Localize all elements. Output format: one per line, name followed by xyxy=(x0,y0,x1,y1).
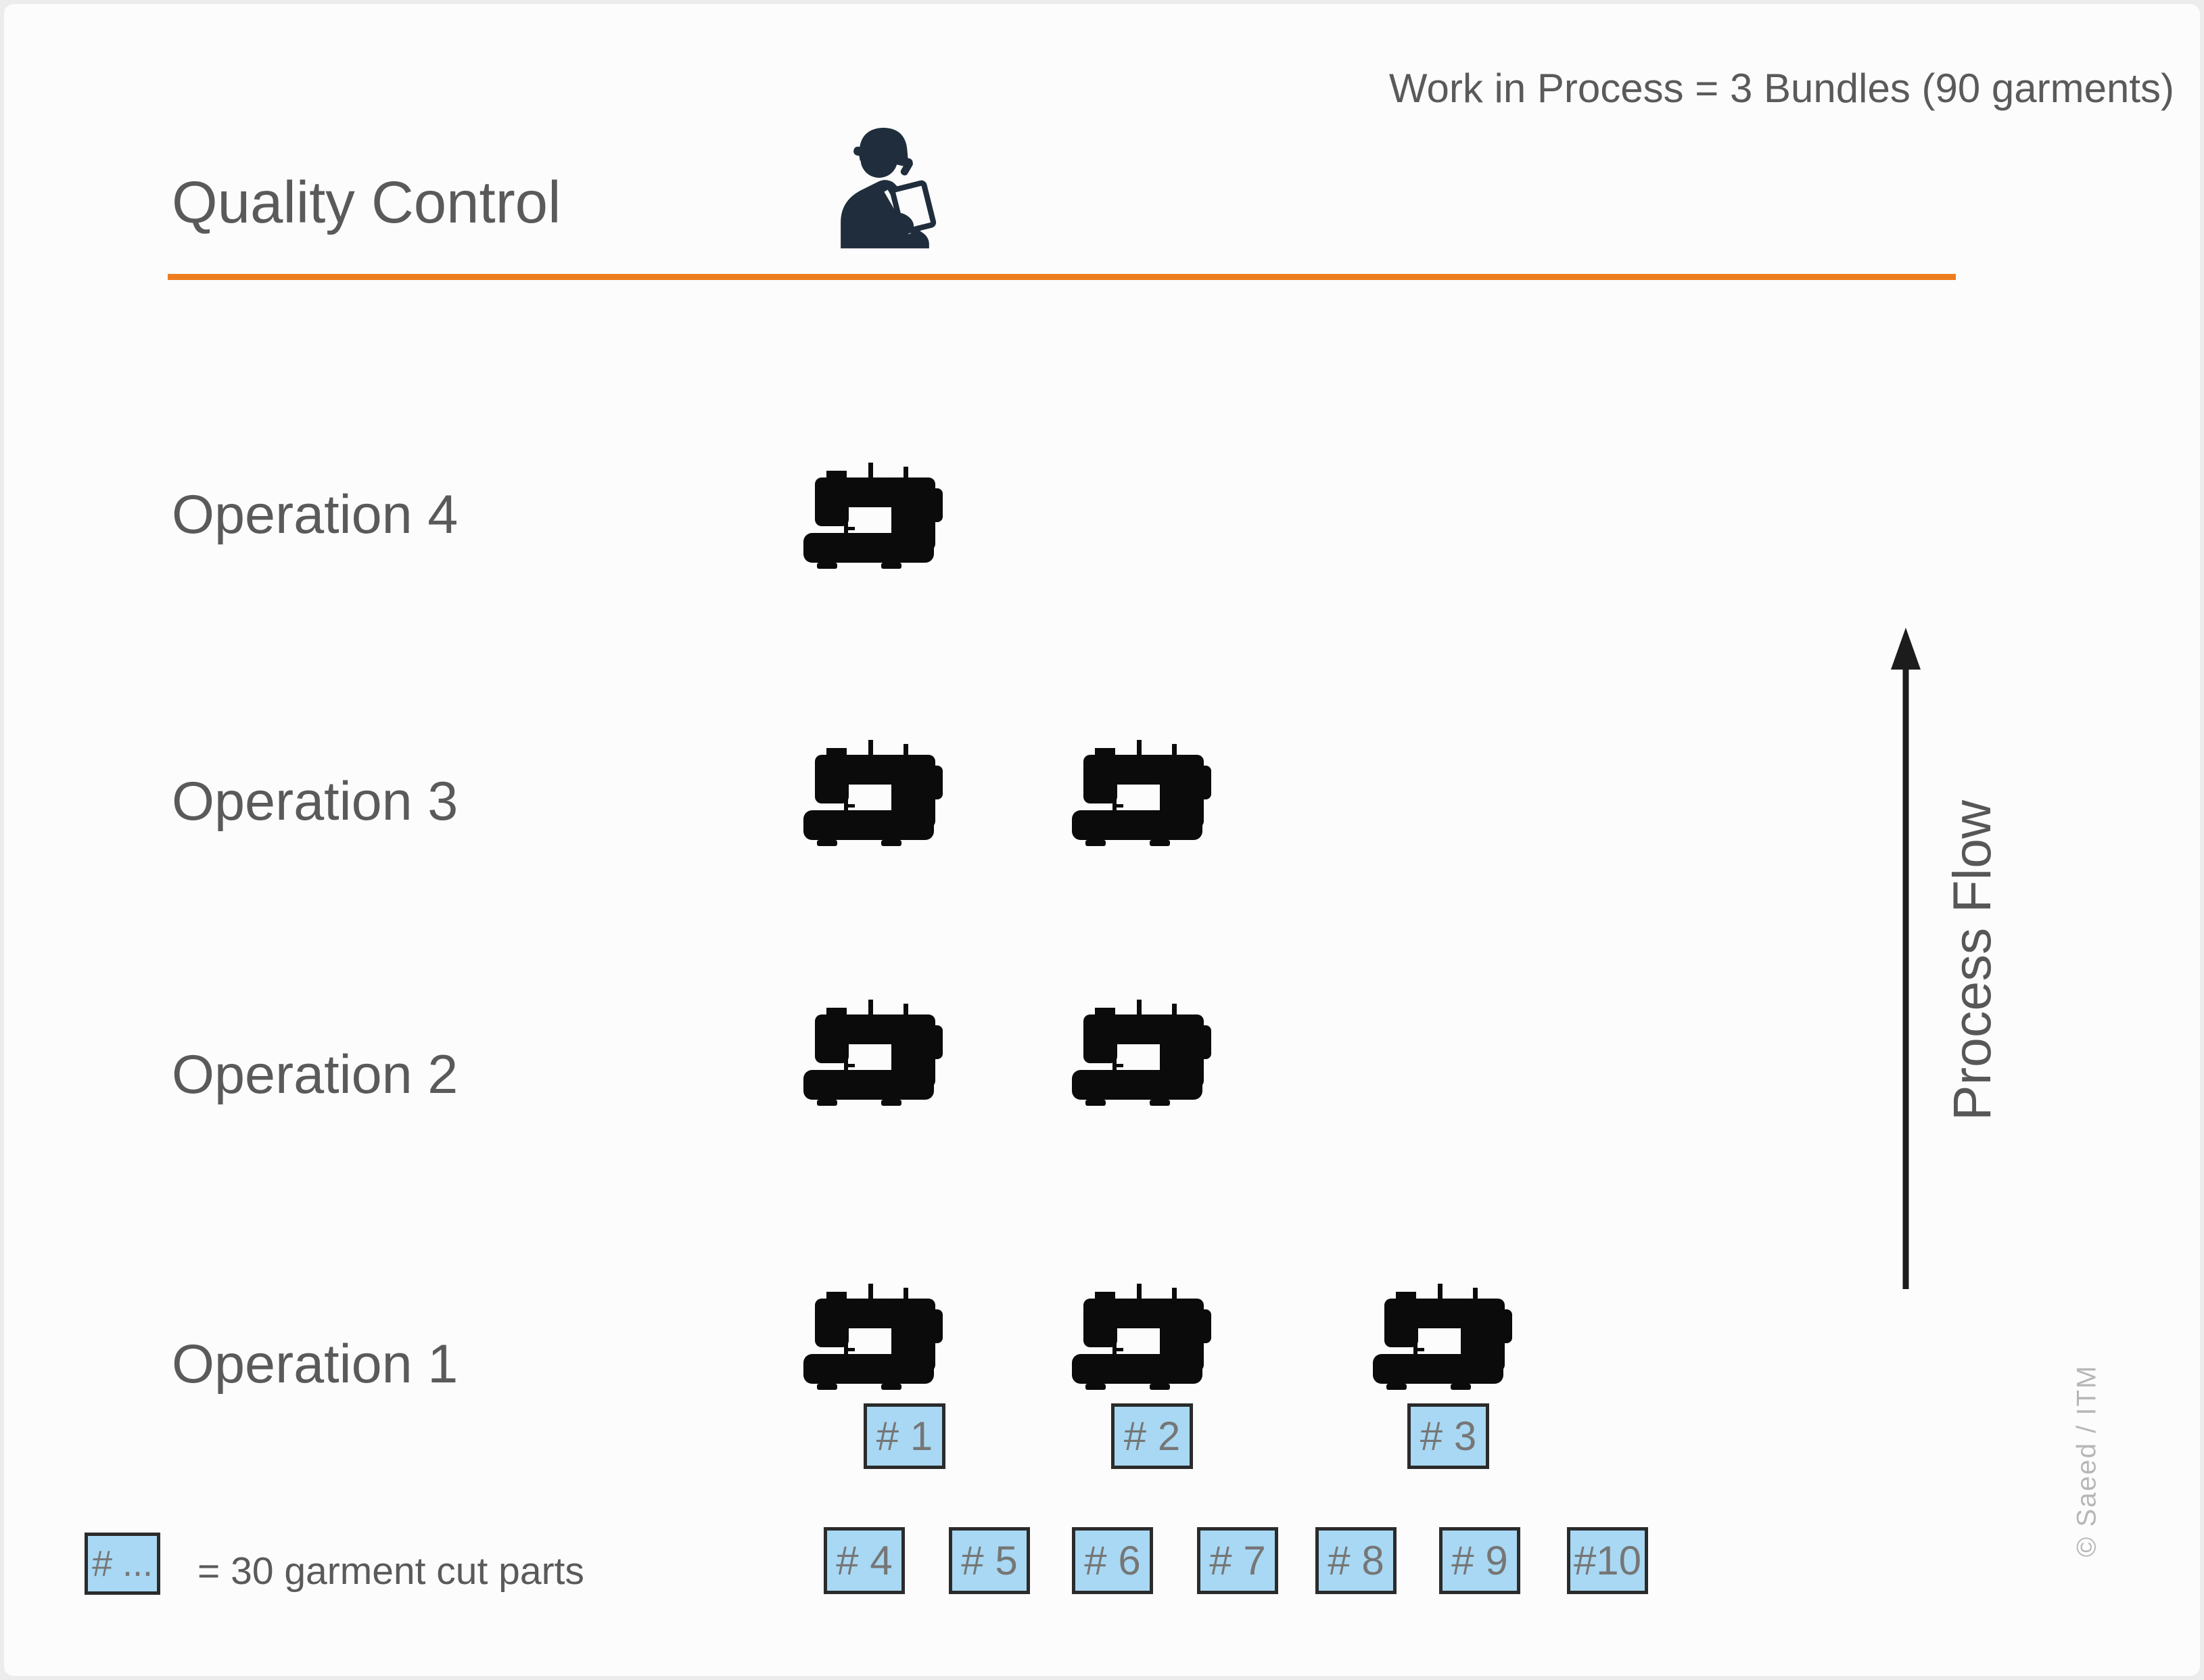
bundle-label: # 2 xyxy=(1123,1414,1181,1459)
sewing-machine-icon xyxy=(803,1284,943,1393)
sewing-machine-icon xyxy=(803,1000,943,1109)
sewing-machine-icon xyxy=(1072,1000,1211,1109)
bundle-label: # 9 xyxy=(1451,1538,1508,1583)
sewing-machine-icon xyxy=(1072,1284,1211,1393)
bundle-box-8 xyxy=(1315,1527,1397,1594)
bundle-label: # 6 xyxy=(1084,1538,1141,1583)
operation-4-label: Operation 4 xyxy=(172,484,459,545)
operation-1-label: Operation 1 xyxy=(172,1334,459,1395)
legend-symbol-label: # ... xyxy=(91,1543,154,1584)
bundle-label: # 1 xyxy=(876,1414,933,1459)
operation-2-label: Operation 2 xyxy=(172,1044,459,1105)
quality-control-label: Quality Control xyxy=(172,170,561,235)
bundle-box-10 xyxy=(1567,1527,1648,1594)
bundle-box-9 xyxy=(1439,1527,1520,1594)
bundle-box-2 xyxy=(1111,1403,1193,1469)
operation-3-label: Operation 3 xyxy=(172,771,459,832)
legend-bundle-symbol xyxy=(85,1533,160,1595)
bundle-box-4 xyxy=(824,1527,905,1594)
legend-meaning: = 30 garment cut parts xyxy=(197,1549,584,1593)
bundle-label: #10 xyxy=(1573,1538,1642,1583)
quality-inspector-icon xyxy=(834,118,937,249)
bundle-box-5 xyxy=(949,1527,1030,1594)
bundle-box-6 xyxy=(1072,1527,1153,1594)
sewing-machine-icon xyxy=(803,463,943,572)
bundle-label: # 4 xyxy=(836,1538,893,1583)
sewing-machine-icon xyxy=(1072,740,1211,849)
bundle-label: # 7 xyxy=(1209,1538,1266,1583)
bundle-box-1 xyxy=(864,1403,945,1469)
quality-control-divider xyxy=(168,274,1956,280)
sewing-machine-icon xyxy=(803,740,943,849)
process-flow-arrow-icon xyxy=(1886,628,1925,1289)
bundle-label: # 5 xyxy=(961,1538,1018,1583)
bundle-label: # 3 xyxy=(1420,1414,1477,1459)
sewing-machine-icon xyxy=(1373,1284,1512,1393)
bundle-box-7 xyxy=(1197,1527,1278,1594)
watermark: © Saeed / ITM xyxy=(2071,1364,2102,1558)
wip-note: Work in Process = 3 Bundles (90 garments) xyxy=(1388,66,2174,111)
process-flow-label: Process Flow xyxy=(1942,799,2002,1121)
bundle-box-3 xyxy=(1407,1403,1489,1469)
bundle-label: # 8 xyxy=(1328,1538,1384,1583)
